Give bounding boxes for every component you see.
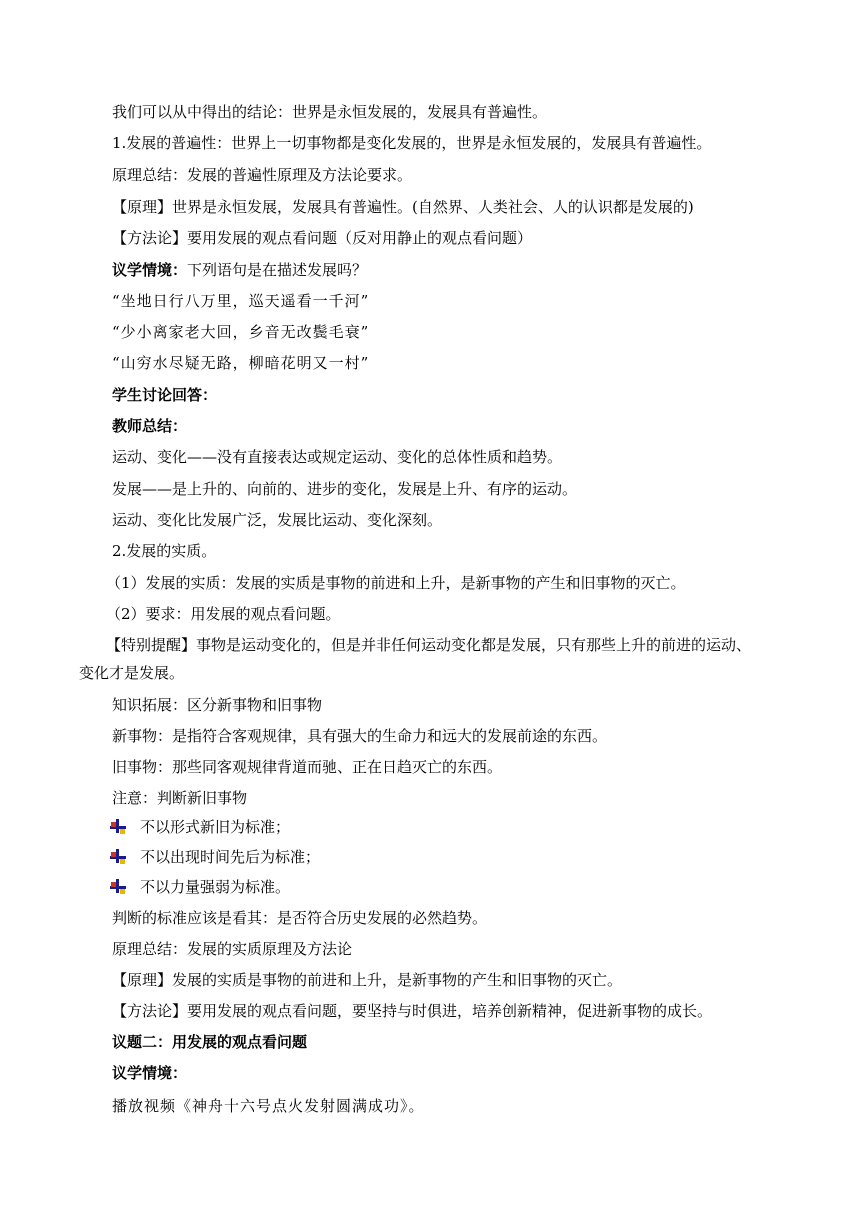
poem-line-3: “山穷水尽疑无路，柳暗花明又一村” (112, 354, 370, 372)
universality-point: 1.发展的普遍性：世界上一切事物都是变化发展的，世界是永恒发展的，发展具有普遍性。 (112, 134, 712, 152)
comparison-line: 运动、变化比发展广泛，发展比运动、变化深刻。 (112, 511, 443, 529)
poem-line-1: “坐地日行八万里，巡天遥看一千河” (112, 292, 370, 310)
bullet-text-2: 不以出现时间先后为标准； (140, 848, 321, 866)
special-reminder: 【特别提醒】事物是运动变化的，但是并非任何运动变化都是发展，只有那些上升的前进的运动、 (106, 636, 752, 654)
video-line: 播放视频《神舟十六号点火发射圆满成功》。 (112, 1097, 425, 1115)
pin-bullet-icon (110, 819, 126, 835)
essence-point-2: （2）要求：用发展的观点看问题。 (106, 605, 341, 623)
topic-two-heading: 议题二：用发展的观点看问题 (112, 1033, 308, 1051)
methodology-1: 【方法论】要用发展的观点看问题（反对用静止的观点看问题） (112, 229, 533, 247)
scenario-heading-2: 议学情境： (112, 1064, 188, 1082)
bullet-text-3: 不以力量强弱为标准。 (140, 878, 291, 896)
conclusion-line: 我们可以从中得出的结论：世界是永恒发展的，发展具有普遍性。 (112, 103, 548, 121)
pin-bullet-icon (110, 849, 126, 865)
bullet-text-1: 不以形式新旧为标准； (140, 818, 291, 836)
note-line: 注意：判断新旧事物 (112, 789, 248, 807)
new-things-definition: 新事物：是指符合客观规律，具有强大的生命力和远大的发展前途的东西。 (112, 727, 608, 745)
special-reminder-cont: 变化才是发展。 (79, 664, 185, 682)
essence-point-1: （1）发展的实质：发展的实质是事物的前进和上升，是新事物的产生和旧事物的灭亡。 (106, 574, 686, 592)
scenario-question: 下列语句是在描述发展吗？ (187, 261, 368, 279)
principle-1: 【原理】世界是永恒发展，发展具有普遍性。(自然界、人类社会、人的认识都是发展的) (112, 198, 694, 216)
essence-heading: 2.发展的实质。 (112, 542, 217, 560)
poem-line-2: “少小离家老大回，乡音无改鬓毛衰” (112, 323, 370, 341)
principle-summary-1: 原理总结：发展的普遍性原理及方法论要求。 (112, 166, 413, 184)
principle-2: 【原理】发展的实质是事物的前进和上升，是新事物的产生和旧事物的灭亡。 (112, 971, 623, 989)
pin-bullet-icon (110, 879, 126, 895)
student-discussion-heading: 学生讨论回答： (112, 386, 218, 404)
scenario-line (112, 261, 782, 279)
scenario-label: 议学情境： (112, 261, 188, 279)
principle-summary-2: 原理总结：发展的实质原理及方法论 (112, 940, 353, 958)
knowledge-extension: 知识拓展：区分新事物和旧事物 (112, 696, 323, 714)
methodology-2: 【方法论】要用发展的观点看问题，要坚持与时俱进，培养创新精神，促进新事物的成长。 (112, 1002, 713, 1020)
old-things-definition: 旧事物：那些同客观规律背道而驰、正在日趋灭亡的东西。 (112, 758, 503, 776)
teacher-summary-heading: 教师总结： (112, 417, 188, 435)
judgment-standard: 判断的标准应该是看其：是否符合历史发展的必然趋势。 (112, 909, 488, 927)
development-definition: 发展——是上升的、向前的、进步的变化，发展是上升、有序的运动。 (112, 480, 578, 498)
motion-definition: 运动、变化——没有直接表达或规定运动、变化的总体性质和趋势。 (112, 448, 563, 466)
